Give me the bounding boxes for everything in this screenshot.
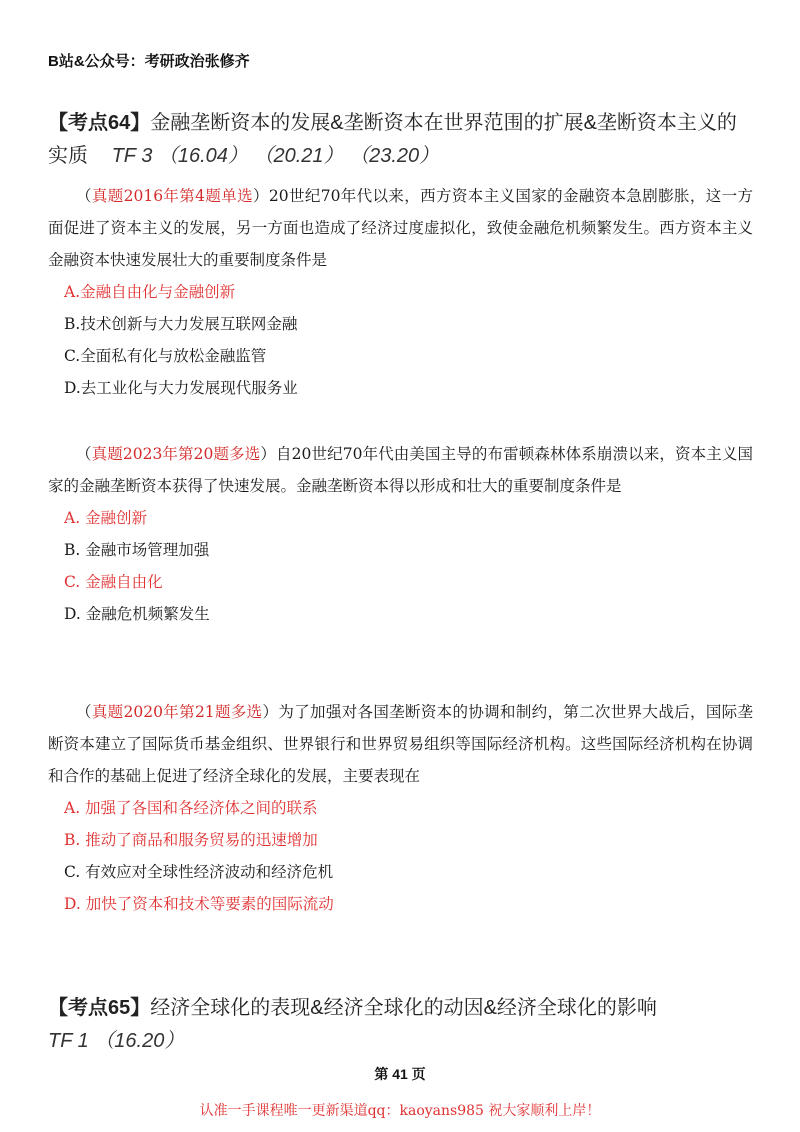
kp65-frequency: TF 1 （16.20） — [48, 1030, 185, 1052]
footer-notice: 认准一手课程唯一更新渠道qq：kaoyans985 祝大家顺利上岸！ — [199, 1103, 601, 1119]
kp65-title: 经济全球化的表现&经济全球化的动因&经济全球化的影响 — [150, 997, 657, 1019]
page-number: 第 41 页 — [374, 1066, 426, 1082]
question-2-source: 真题2023年第20题多选 — [91, 445, 261, 463]
question-1-stem: （真题2016年第4题单选）20世纪70年代以来，西方资本主义国家的金融资本急剧膨胀，这一方面促进了资本主义的发展，另一方面也造成了经济过度虚拟化，致使金融危机频繁发生。西方资本主义金融资本快速发展壮大的重要制度条件是 — [48, 187, 753, 269]
kp65-heading — [48, 992, 753, 1058]
question-3-option-a: A. 加强了各国和各经济体之间的联系 — [64, 799, 318, 817]
question-1-text: 20世纪70年代以来，西方资本主义国家的金融资本急剧膨胀，这一方面促进了资本主义的发展，另一方面也造成了经济过度虚拟化，致使金融危机频繁发生。西方资本主义金融资本快速发展壮大的重要制度条件是 — [48, 187, 753, 269]
question-3-option-d: D. 加快了资本和技术等要素的国际流动 — [64, 895, 334, 913]
question-2-option-c: C. 金融自由化 — [64, 573, 163, 591]
question-1-option-d: D.去工业化与大力发展现代服务业 — [64, 379, 298, 397]
question-1-option-c: C.全面私有化与放松金融监管 — [64, 347, 267, 365]
question-3-source: 真题2020年第21题多选 — [91, 703, 263, 721]
question-1 — [48, 180, 753, 404]
question-1-option-b: B.技术创新与大力发展互联网金融 — [64, 315, 298, 333]
question-3-stem: （真题2020年第21题多选）为了加强对各国垄断资本的协调和制约，第二次世界大战后，国际垄断资本建立了国际货币基金组织、世界银行和世界贸易组织等国际经济机构。这些国际经济机构在协调和合作的基础上促进了经济全球化的发展，主要表现在 — [48, 703, 753, 785]
page-header: B站&公众号：考研政治张修齐 — [48, 53, 250, 70]
question-3-option-c: C. 有效应对全球性经济波动和经济危机 — [64, 863, 334, 881]
question-2-option-d: D. 金融危机频繁发生 — [64, 605, 210, 623]
kp64-frequency: TF 3 （16.04） （20.21） （23.20） — [111, 145, 440, 167]
question-2-stem: （真题2023年第20题多选）自20世纪70年代由美国主导的布雷顿森林体系崩溃以来，资本主义国家的金融垄断资本获得了快速发展。金融垄断资本得以形成和壮大的重要制度条件是 — [48, 445, 753, 495]
kp64-title: 金融垄断资本的发展&垄断资本在世界范围的扩展&垄断资本主义的实质 — [48, 112, 737, 167]
question-2-option-b: B. 金融市场管理加强 — [64, 541, 210, 559]
question-1-source: 真题2016年第4题单选 — [91, 187, 253, 205]
question-1-option-a: A.金融自由化与金融创新 — [64, 283, 236, 301]
kp65-label: 【考点65】 — [48, 997, 151, 1019]
kp64-label: 【考点64】 — [48, 112, 151, 134]
question-3 — [48, 696, 753, 920]
question-3-text: 为了加强对各国垄断资本的协调和制约，第二次世界大战后，国际垄断资本建立了国际货币基金组织、世界银行和世界贸易组织等国际经济机构。这些国际经济机构在协调和合作的基础上促进了经济全球化的发展，主要表现在 — [48, 703, 753, 785]
kp64-heading — [48, 107, 753, 173]
question-2-text: 自20世纪70年代由美国主导的布雷顿森林体系崩溃以来，资本主义国家的金融垄断资本获得了快速发展。金融垄断资本得以形成和壮大的重要制度条件是 — [48, 445, 753, 495]
question-2-option-a: A. 金融创新 — [64, 509, 148, 527]
question-2 — [48, 438, 753, 630]
question-3-option-b: B. 推动了商品和服务贸易的迅速增加 — [64, 831, 318, 849]
